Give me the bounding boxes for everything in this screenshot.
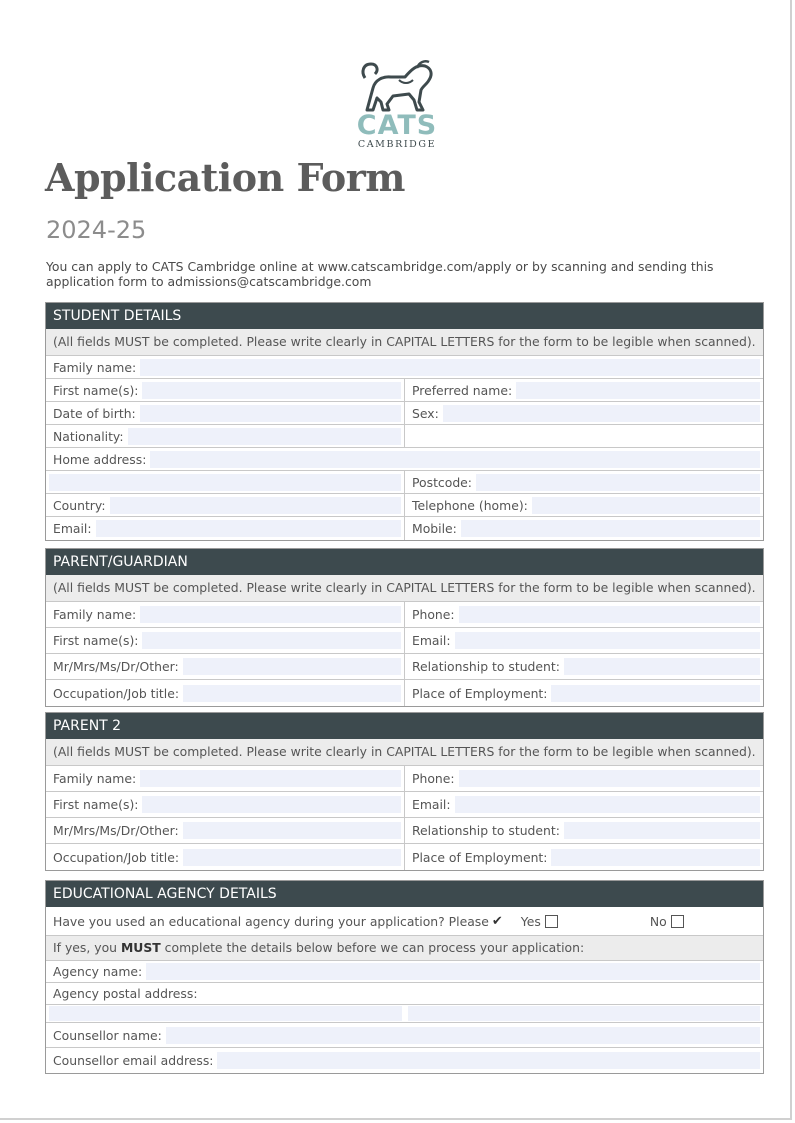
field-label: Family name: bbox=[53, 607, 137, 622]
field-label: Relationship to student: bbox=[412, 823, 560, 838]
counsellor-name-field[interactable] bbox=[166, 1027, 760, 1044]
form-row bbox=[46, 818, 763, 844]
field-label: Place of Employment: bbox=[412, 849, 548, 865]
field-label: Email: bbox=[412, 633, 451, 648]
student-family-name-field[interactable] bbox=[140, 359, 760, 376]
form-row bbox=[46, 792, 763, 818]
intro-text: You can apply to CATS Cambridge online at www.catscambridge.com/apply or by scanning and sending this application form to admissions@catscambridge.com bbox=[46, 259, 714, 289]
cats-logo bbox=[353, 58, 441, 154]
parent1-employment-field[interactable] bbox=[551, 685, 760, 702]
page-title: Application Form bbox=[45, 155, 405, 200]
field-label: Postcode: bbox=[412, 474, 472, 490]
student-details-section bbox=[45, 302, 764, 541]
parent-guardian-section bbox=[45, 548, 764, 707]
student-dob-field[interactable] bbox=[140, 405, 401, 422]
must-note-prefix: If yes, you bbox=[53, 940, 121, 955]
field-label: Email: bbox=[412, 797, 451, 812]
section-note: (All fields MUST be completed. Please write clearly in CAPITAL LETTERS for the form to be legible when scanned). bbox=[46, 739, 763, 766]
logo-wordmark: CATS bbox=[356, 110, 438, 141]
section-heading: PARENT 2 bbox=[46, 713, 763, 739]
parent2-section bbox=[45, 712, 764, 871]
parent2-relationship-field[interactable] bbox=[564, 822, 760, 839]
student-telephone-field[interactable] bbox=[532, 497, 760, 514]
form-row bbox=[46, 425, 763, 448]
field-label: Occupation/Job title: bbox=[53, 849, 180, 865]
field-label: Occupation/Job title: bbox=[53, 685, 180, 701]
form-row bbox=[46, 961, 763, 983]
must-note bbox=[46, 936, 763, 961]
field-label: First name(s): bbox=[53, 382, 139, 398]
field-label: Agency postal address: bbox=[53, 986, 198, 1001]
parent1-first-names-field[interactable] bbox=[142, 632, 401, 649]
student-preferred-name-field[interactable] bbox=[516, 382, 760, 399]
tick-icon: ✔ bbox=[491, 913, 503, 929]
field-label: Home address: bbox=[53, 451, 147, 467]
form-row bbox=[46, 517, 763, 540]
parent1-phone-field[interactable] bbox=[459, 606, 760, 623]
field-label: Country: bbox=[53, 497, 106, 513]
section-heading: PARENT/GUARDIAN bbox=[46, 549, 763, 575]
field-label: Agency name: bbox=[53, 964, 143, 979]
field-label: Family name: bbox=[53, 359, 137, 375]
form-row bbox=[46, 680, 763, 706]
agency-name-field[interactable] bbox=[146, 963, 760, 980]
field-label: First name(s): bbox=[53, 633, 139, 648]
must-note-suffix: complete the details below before we can process your application: bbox=[160, 940, 585, 955]
section-note: (All fields MUST be completed. Please write clearly in CAPITAL LETTERS for the form to be legible when scanned). bbox=[46, 329, 763, 356]
counsellor-email-field[interactable] bbox=[217, 1052, 760, 1069]
field-label: Nationality: bbox=[53, 428, 124, 444]
student-postcode-field[interactable] bbox=[476, 474, 760, 491]
student-sex-field[interactable] bbox=[443, 405, 760, 422]
form-row bbox=[46, 628, 763, 654]
field-label: Phone: bbox=[412, 771, 455, 786]
parent1-occupation-field[interactable] bbox=[183, 685, 401, 702]
lion-icon bbox=[359, 58, 435, 114]
parent1-relationship-field[interactable] bbox=[564, 658, 760, 675]
form-row bbox=[46, 1048, 763, 1073]
field-label: Preferred name: bbox=[412, 382, 513, 398]
parent1-title-field[interactable] bbox=[183, 658, 401, 675]
parent2-employment-field[interactable] bbox=[551, 849, 760, 866]
parent1-email-field[interactable] bbox=[455, 632, 760, 649]
agency-address-line2-field[interactable] bbox=[49, 1006, 402, 1021]
field-label: Counsellor name: bbox=[53, 1027, 162, 1043]
academic-year: 2024-25 bbox=[46, 216, 147, 244]
section-heading: EDUCATIONAL AGENCY DETAILS bbox=[46, 881, 763, 907]
form-row bbox=[46, 402, 763, 425]
form-row bbox=[46, 844, 763, 870]
parent1-family-name-field[interactable] bbox=[140, 606, 401, 623]
student-first-names-field[interactable] bbox=[142, 382, 401, 399]
student-nationality-field[interactable] bbox=[128, 428, 401, 445]
form-row bbox=[46, 471, 763, 494]
agency-address-line3-field[interactable] bbox=[408, 1006, 761, 1021]
agency-question: Have you used an educational agency during your application? Please bbox=[53, 913, 489, 929]
student-mobile-field[interactable] bbox=[461, 520, 760, 537]
student-country-field[interactable] bbox=[110, 497, 402, 514]
parent2-title-field[interactable] bbox=[183, 822, 401, 839]
field-label: Place of Employment: bbox=[412, 685, 548, 701]
agency-postal-address-field[interactable] bbox=[202, 985, 761, 1002]
field-label: Mobile: bbox=[412, 521, 457, 536]
field-label: Mr/Mrs/Ms/Dr/Other: bbox=[53, 659, 179, 674]
field-label: Counsellor email address: bbox=[53, 1053, 214, 1068]
section-heading: STUDENT DETAILS bbox=[46, 303, 763, 329]
field-label: Sex: bbox=[412, 405, 439, 421]
form-row bbox=[46, 356, 763, 379]
student-email-field[interactable] bbox=[96, 520, 401, 537]
parent2-first-names-field[interactable] bbox=[142, 796, 401, 813]
must-note-bold: MUST bbox=[120, 940, 161, 955]
yes-checkbox[interactable] bbox=[545, 915, 558, 928]
student-address-line2-field[interactable] bbox=[49, 474, 401, 491]
field-label: Email: bbox=[53, 521, 92, 536]
form-row bbox=[46, 494, 763, 517]
field-label: Mr/Mrs/Ms/Dr/Other: bbox=[53, 823, 179, 838]
field-label: First name(s): bbox=[53, 797, 139, 812]
logo-subtitle: CAMBRIDGE bbox=[357, 139, 437, 150]
form-row bbox=[46, 1005, 763, 1023]
parent2-occupation-field[interactable] bbox=[183, 849, 401, 866]
section-note: (All fields MUST be completed. Please write clearly in CAPITAL LETTERS for the form to be legible when scanned). bbox=[46, 575, 763, 602]
form-row bbox=[46, 654, 763, 680]
parent2-email-field[interactable] bbox=[455, 796, 760, 813]
form-row bbox=[46, 983, 763, 1005]
no-checkbox[interactable] bbox=[671, 915, 684, 928]
parent2-phone-field[interactable] bbox=[459, 770, 760, 787]
form-row bbox=[46, 379, 763, 402]
no-label: No bbox=[649, 913, 667, 929]
form-row bbox=[46, 602, 763, 628]
form-row bbox=[46, 448, 763, 471]
field-label: Relationship to student: bbox=[412, 659, 560, 674]
parent2-family-name-field[interactable] bbox=[140, 770, 401, 787]
field-label: Telephone (home): bbox=[412, 497, 528, 513]
yes-label: Yes bbox=[520, 913, 541, 929]
form-row bbox=[46, 1023, 763, 1048]
field-label: Date of birth: bbox=[53, 405, 136, 421]
form-row bbox=[46, 766, 763, 792]
agency-question-row bbox=[46, 907, 763, 936]
agency-section bbox=[45, 880, 764, 1074]
field-label: Phone: bbox=[412, 607, 455, 622]
field-label: Family name: bbox=[53, 771, 137, 786]
student-home-address-field[interactable] bbox=[150, 451, 760, 468]
